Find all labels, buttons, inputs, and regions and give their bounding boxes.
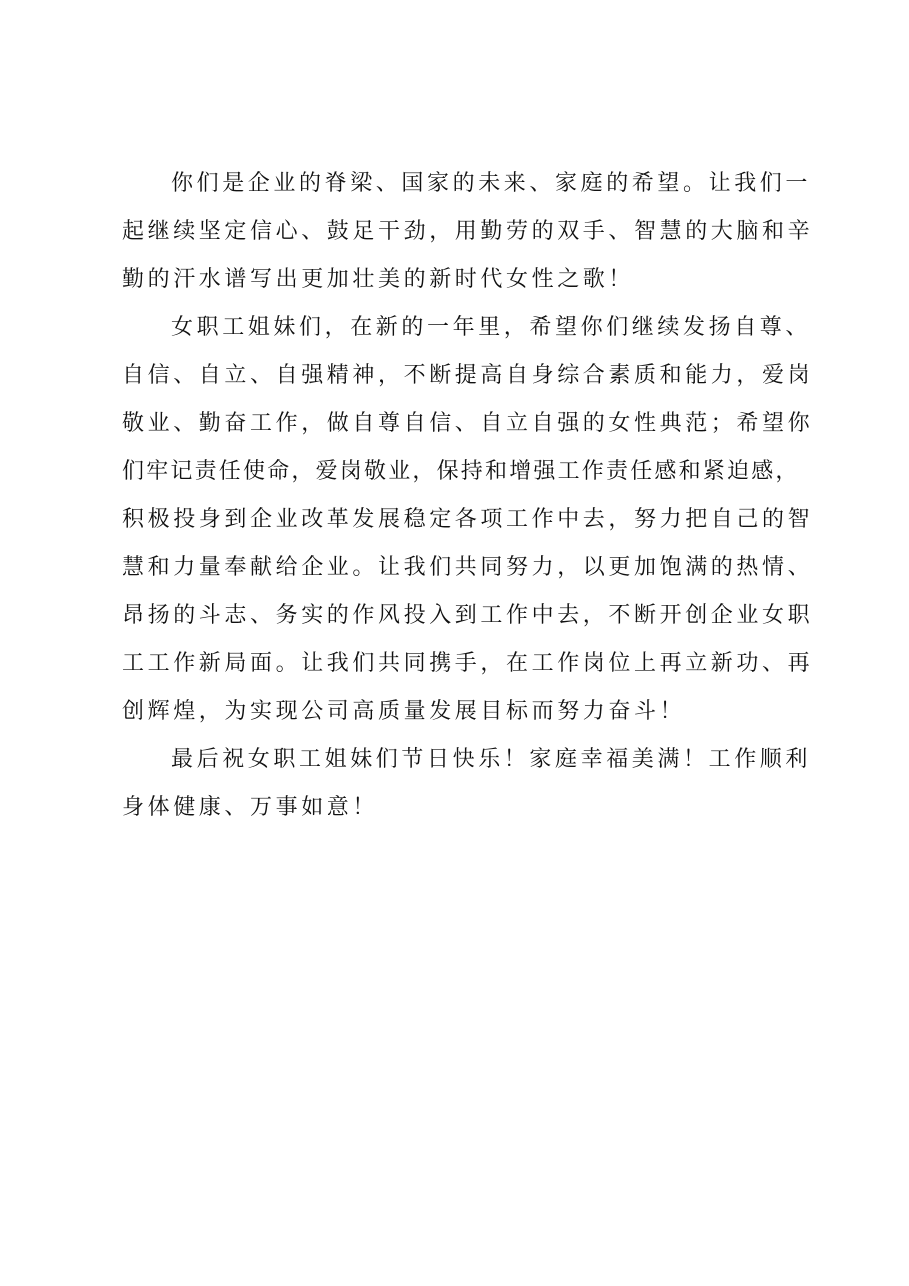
text-line: 最后祝女职工姐妹们节日快乐！家庭幸福美满！工作顺利 [171,747,812,772]
text-line: 自信、自立、自强精神，不断提高自身综合素质和能力，爱岗 [122,363,814,388]
text-line: 敬业、勤奋工作，做自尊自信、自立自强的女性典范；希望你 [122,411,814,436]
document-body [122,160,812,832]
text-line: 工工作新局面。让我们共同携手，在工作岗位上再立新功、再 [122,651,814,676]
text-line: 女职工姐妹们，在新的一年里，希望你们继续发扬自尊、 [171,315,812,340]
text-line: 昂扬的斗志、务实的作风投入到工作中去，不断开创企业女职 [122,603,814,628]
text-line: 身体健康、万事如意！ [122,795,379,820]
text-line: 积极投身到企业改革发展稳定各项工作中去，努力把自己的智 [122,507,814,532]
paragraph-2 [122,304,812,736]
text-line: 你们是企业的脊梁、国家的未来、家庭的希望。让我们一 [171,171,812,196]
paragraph-3 [122,736,812,832]
paragraph-1 [122,160,812,304]
text-line: 起继续坚定信心、鼓足干劲，用勤劳的双手、智慧的大脑和辛 [122,219,814,244]
text-line: 们牢记责任使命，爱岗敬业，保持和增强工作责任感和紧迫感， [122,459,800,484]
text-line: 勤的汗水谱写出更加壮美的新时代女性之歌！ [122,267,635,292]
text-line: 慧和力量奉献给企业。让我们共同努力，以更加饱满的热情、 [122,555,814,580]
text-line: 创辉煌，为实现公司高质量发展目标而努力奋斗！ [122,699,686,724]
